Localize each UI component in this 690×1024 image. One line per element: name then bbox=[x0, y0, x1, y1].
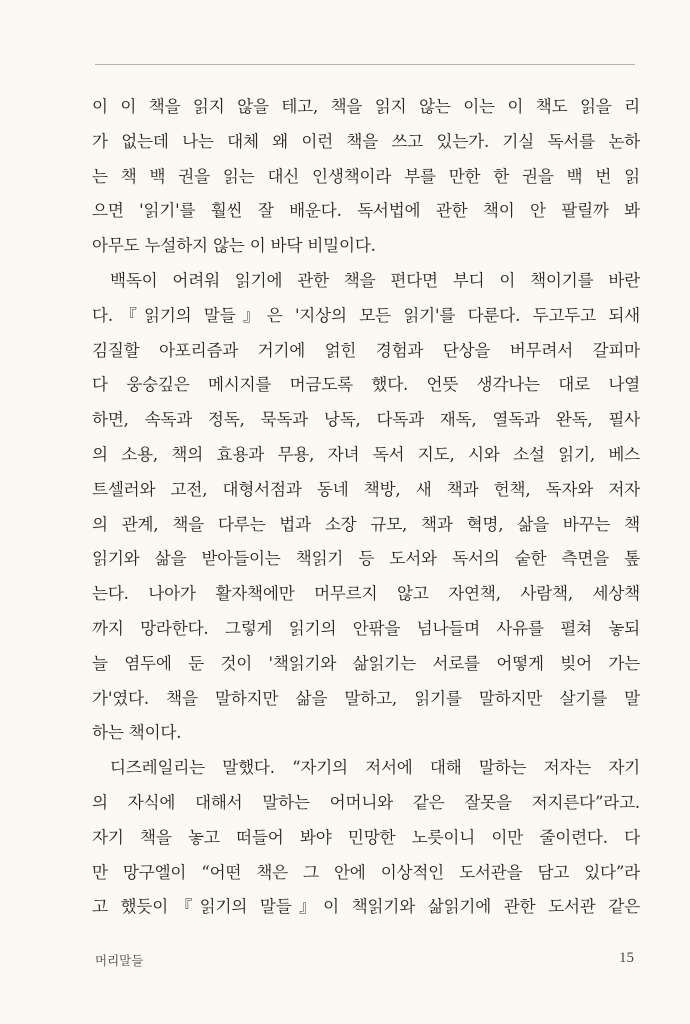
text-line-9: 다 웅숭깊은 메시지를 머금도록 했다. 언뜻 생각나는 대로 나열 bbox=[92, 375, 640, 395]
text-line-1: 이 이 책을 읽지 않을 테고, 책을 읽지 않는 이는 이 책도 읽을 리 bbox=[92, 97, 640, 116]
body-text bbox=[92, 90, 640, 925]
page-number: 15 bbox=[619, 950, 634, 966]
text-line-18: 가'였다. 책을 말하지만 삶을 말하고, 읽기를 말하지만 살기를 말 bbox=[92, 688, 640, 708]
text-line-13: 의 관계, 책을 다루는 법과 소장 규모, 책과 혁명, 삶을 바꾸는 책 bbox=[92, 514, 640, 534]
text-line-6: 백독이 어려워 읽기에 관한 책을 편다면 부디 이 책이기를 바란 bbox=[110, 270, 640, 290]
running-footer-section: 머리말들 bbox=[95, 953, 144, 968]
text-line-10: 하면, 속독과 정독, 묵독과 낭독, 다독과 재독, 열독과 완독, 필사 bbox=[92, 410, 640, 430]
text-line-14: 읽기와 삶을 받아들이는 책읽기 등 도서와 독서의 숱한 측면을 톺 bbox=[92, 549, 640, 569]
text-line-4: 으면 '읽기'를 훨씬 잘 배운다. 독서법에 관한 책이 안 팔릴까 봐 bbox=[92, 201, 640, 221]
text-line-21: 의 자식에 대해서 말하는 어머니와 같은 잘못을 저지른다”라고. bbox=[92, 792, 640, 812]
text-line-16: 까지 망라한다. 그렇게 읽기의 안팎을 넘나들며 사유를 펼쳐 놓되 bbox=[92, 618, 640, 638]
header-rule bbox=[95, 64, 635, 65]
text-line-8: 김질할 아포리즘과 거기에 얽힌 경험과 단상을 버무려서 갈피마 bbox=[92, 340, 640, 360]
text-line-20: 디즈레일리는 말했다. “자기의 저서에 대해 말하는 저자는 자기 bbox=[110, 758, 640, 778]
text-line-22: 자기 책을 놓고 떠들어 봐야 민망한 노릇이니 이만 줄이련다. 다 bbox=[92, 827, 640, 847]
text-line-24: 고 했듯이『읽기의 말들』이 책읽기와 삶읽기에 관한 도서관 같은 bbox=[92, 897, 640, 917]
text-line-15: 는다. 나아가 활자책에만 머무르지 않고 자연책, 사람책, 세상책 bbox=[92, 584, 640, 604]
text-line-7: 다.『읽기의 말들』은 '지상의 모든 읽기'를 다룬다. 두고두고 되새 bbox=[92, 305, 640, 325]
text-line-19: 하는 책이다. bbox=[92, 723, 182, 743]
text-line-23: 만 망구엘이 “어떤 책은 그 안에 이상적인 도서관을 담고 있다”라 bbox=[92, 862, 640, 882]
text-line-5: 아무도 누설하지 않는 이 바닥 비밀이다. bbox=[92, 236, 376, 256]
text-line-2: 가 없는데 나는 대체 왜 이런 책을 쓰고 있는가. 기실 독서를 논하 bbox=[92, 131, 640, 151]
text-line-11: 의 소용, 책의 효용과 무용, 자녀 독서 지도, 시와 소설 읽기, 베스 bbox=[92, 444, 640, 464]
text-line-17: 늘 염두에 둔 것이 '책읽기와 삶읽기는 서로를 어떻게 빚어 가는 bbox=[92, 653, 640, 673]
text-line-12: 트셀러와 고전, 대형서점과 동네 책방, 새 책과 헌책, 독자와 저자 bbox=[92, 479, 640, 499]
text-line-3: 는 책 백 권을 읽는 대신 인생책이라 부를 만한 한 권을 백 번 읽 bbox=[92, 166, 640, 186]
